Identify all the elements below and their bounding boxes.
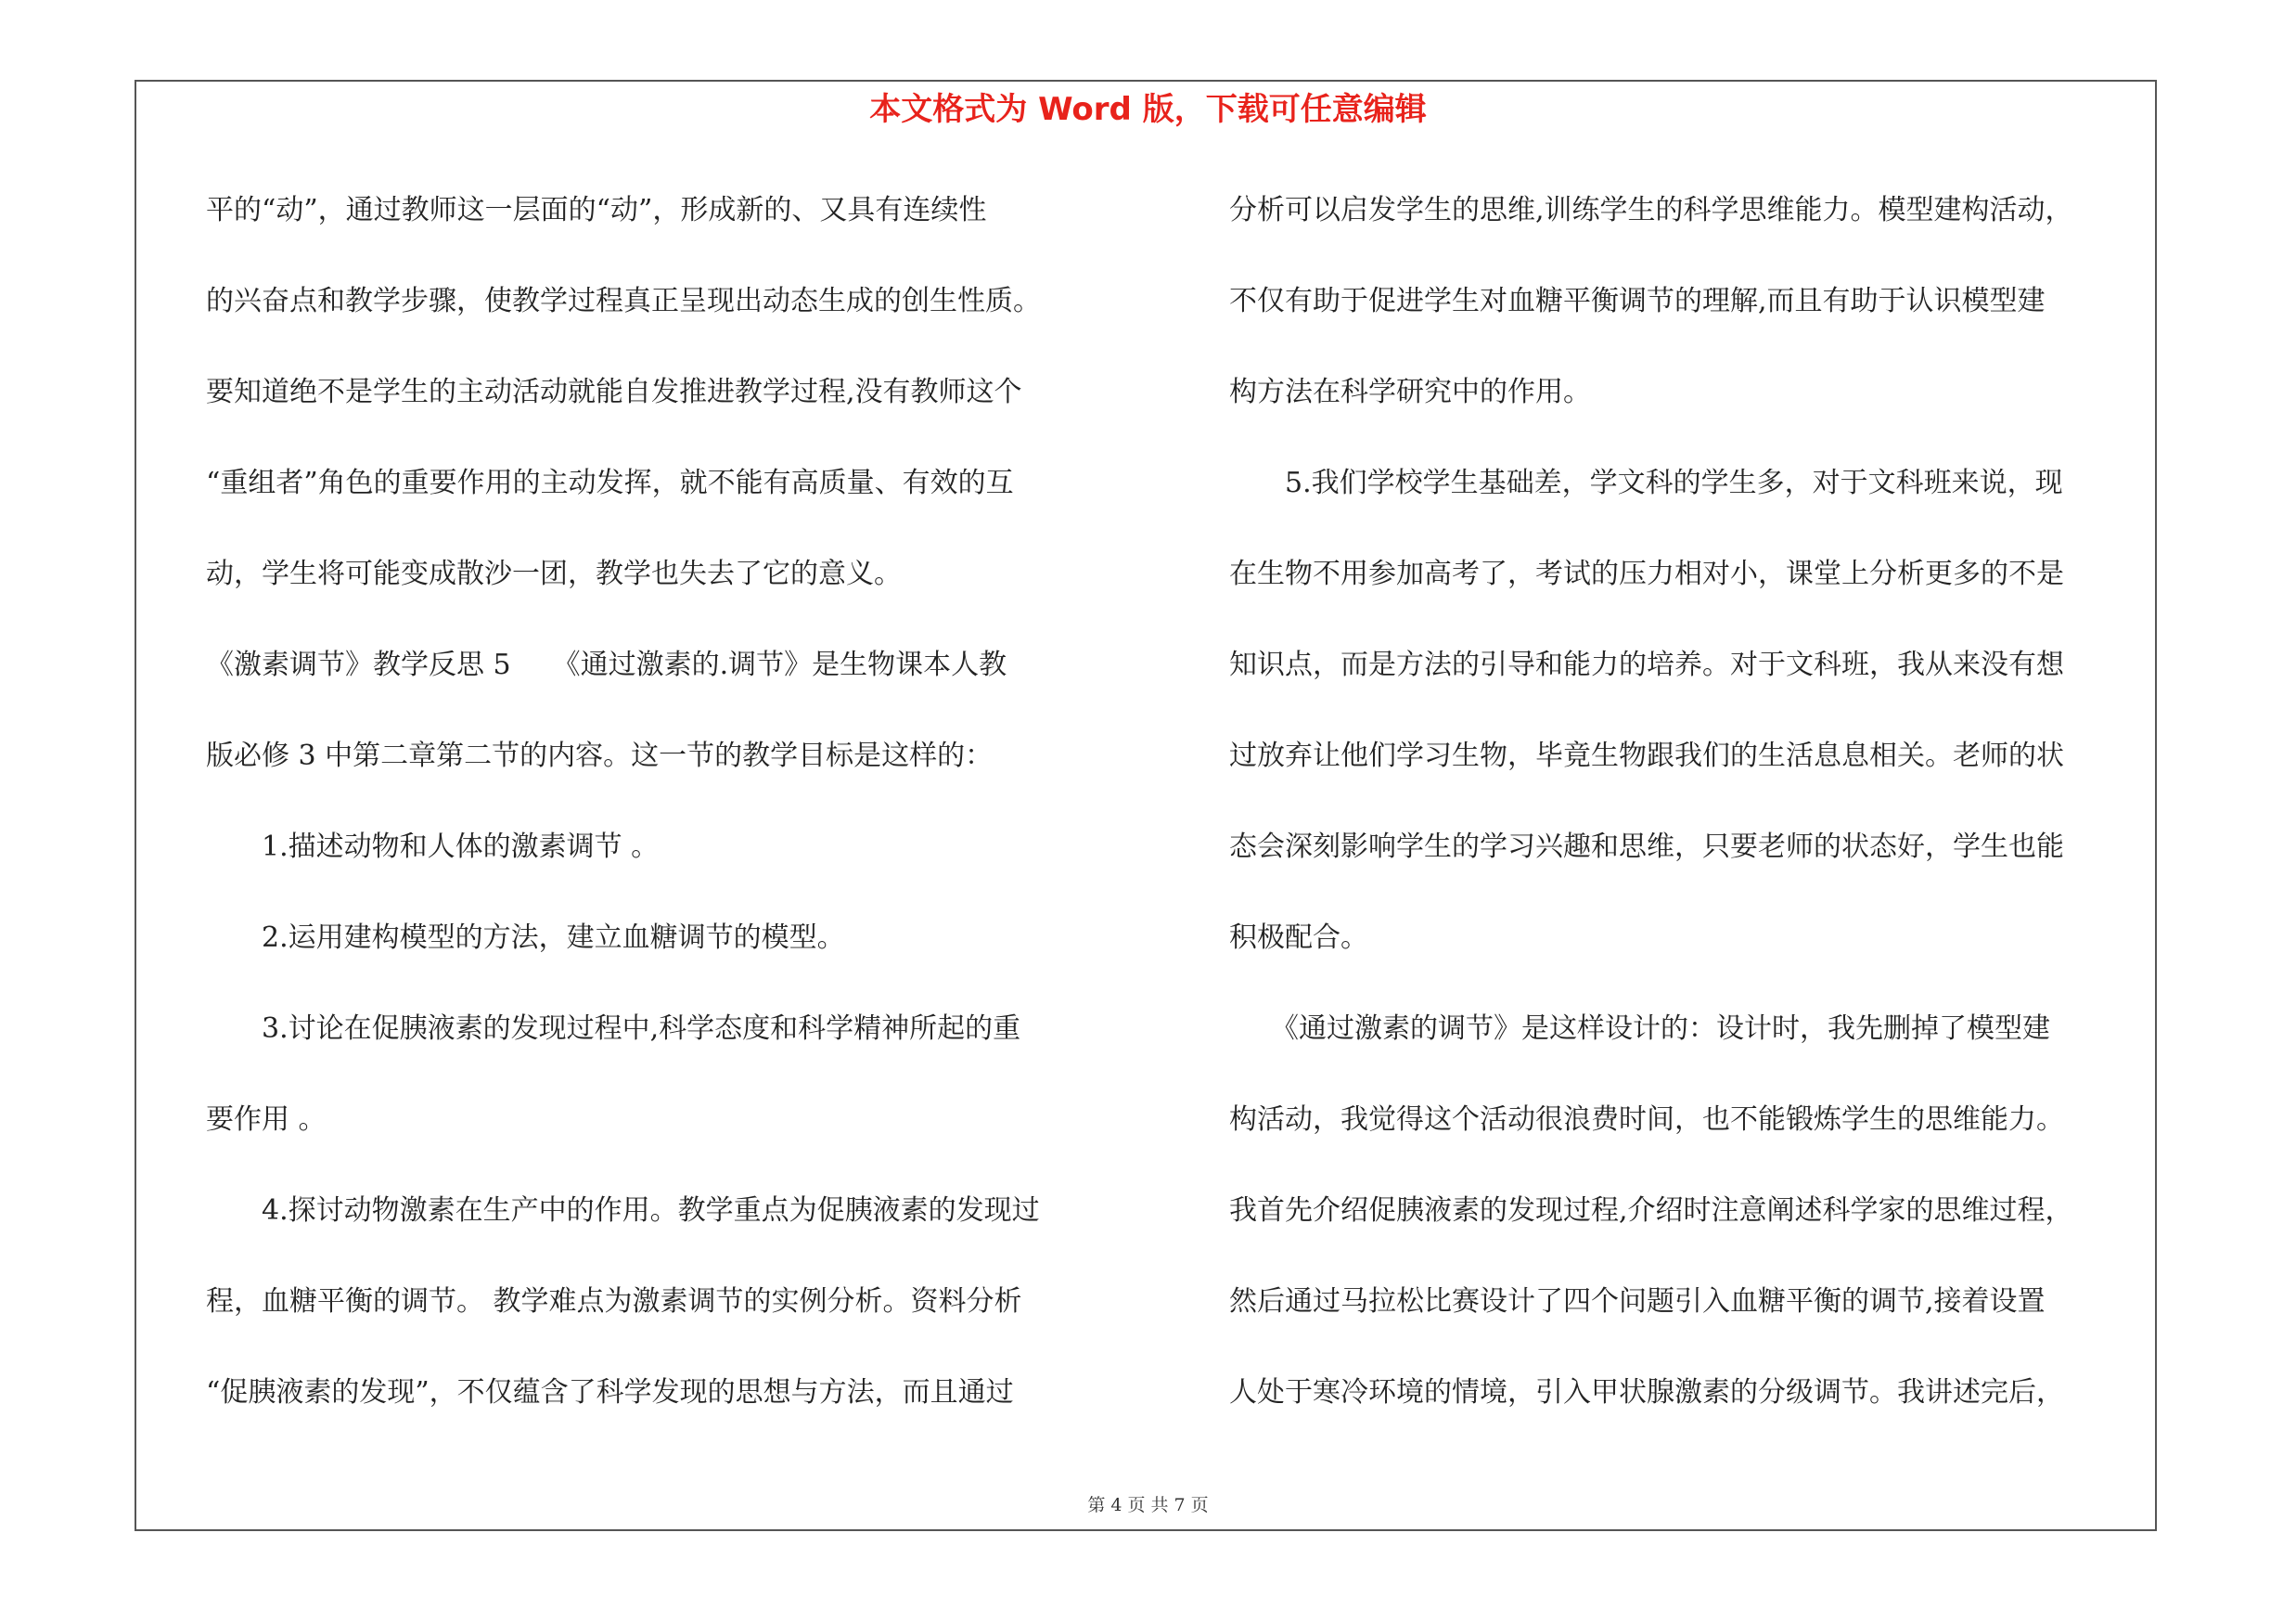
text-line: 5.我们学校学生基础差，学文科的学生多，对于文科班来说，现: [1229, 467, 2063, 499]
text-line: 过放弃让他们学习生物，毕竟生物跟我们的生活息息相关。老师的状: [1229, 740, 2064, 772]
text-line: 知识点，而是方法的引导和能力的培养。对于文科班，我从来没有想: [1229, 649, 2064, 681]
text-line: 平的“动”，通过教师这一层面的“动”，形成新的、又具有连续性: [206, 194, 987, 226]
text-line: 不仅有助于促进学生对血糖平衡调节的理解,而且有助于认识模型建: [1229, 285, 2046, 317]
right-column: [1229, 183, 2166, 1456]
text-line: “促胰液素的发现”，不仅蕴含了科学发现的思想与方法，而且通过: [206, 1376, 1014, 1409]
text-line: 《激素调节》教学反思 5 《通过激素的.调节》是生物课本人教: [206, 649, 1007, 681]
text-line: 构方法在科学研究中的作用。: [1229, 376, 1591, 408]
left-column: [206, 183, 1124, 1456]
text-line: “重组者”角色的重要作用的主动发挥，就不能有高质量、有效的互: [206, 467, 1014, 499]
text-line: 我首先介绍促胰液素的发现过程,介绍时注意阐述科学家的思维过程，: [1229, 1194, 2073, 1227]
format-banner: 本文格式为 Word 版，下载可任意编辑: [869, 91, 1427, 128]
text-line: 分析可以启发学生的思维,训练学生的科学思维能力。模型建构活动，: [1229, 194, 2073, 226]
text-line: 要知道绝不是学生的主动活动就能自发推进教学过程,没有教师这个: [206, 376, 1022, 408]
text-line: 要作用 。: [206, 1103, 327, 1136]
text-line: 2.运用建构模型的方法，建立血糖调节的模型。: [206, 921, 845, 954]
text-line: 《通过激素的调节》是这样设计的：设计时，我先删掉了模型建: [1229, 1012, 2050, 1045]
text-line: 人处于寒冷环境的情境，引入甲状腺激素的分级调节。我讲述完后，: [1229, 1376, 2064, 1409]
text-line: 3.讨论在促胰液素的发现过程中,科学态度和科学精神所起的重: [206, 1012, 1021, 1045]
text-line: 积极配合。: [1229, 921, 1368, 954]
text-line: 构活动，我觉得这个活动很浪费时间，也不能锻炼学生的思维能力。: [1229, 1103, 2064, 1136]
text-line: 程，血糖平衡的调节。 教学难点为激素调节的实例分析。资料分析: [206, 1285, 1022, 1318]
text-line: 动，学生将可能变成散沙一团，教学也失去了它的意义。: [206, 558, 902, 590]
text-line: 版必修 3 中第二章第二节的内容。这一节的教学目标是这样的：: [206, 740, 994, 772]
text-line: 1.描述动物和人体的激素调节 。: [206, 831, 660, 863]
page-number-footer: 第 4 页 共 7 页: [1087, 1495, 1209, 1515]
text-line: 然后通过马拉松比赛设计了四个问题引入血糖平衡的调节,接着设置: [1229, 1285, 2046, 1318]
text-line: 在生物不用参加高考了，考试的压力相对小，课堂上分析更多的不是: [1229, 558, 2064, 590]
text-line: 的兴奋点和教学步骤，使教学过程真正呈现出动态生成的创生性质。: [206, 285, 1041, 317]
text-line: 态会深刻影响学生的学习兴趣和思维，只要老师的状态好，学生也能: [1229, 831, 2064, 863]
text-line: 4.探讨动物激素在生产中的作用。教学重点为促胰液素的发现过: [206, 1194, 1040, 1227]
